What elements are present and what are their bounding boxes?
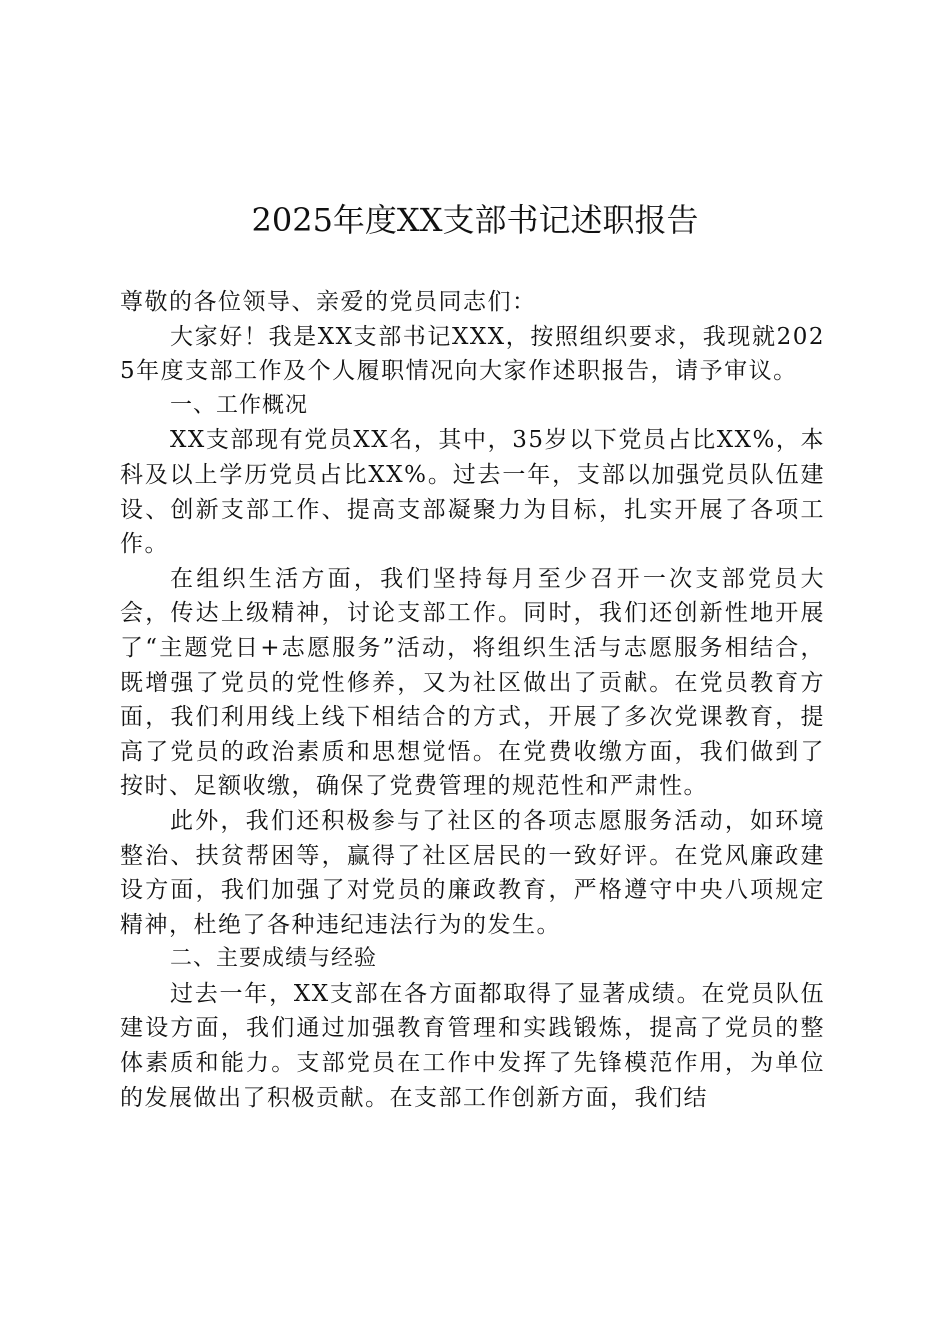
- paragraph-achievements: 过去一年，XX支部在各方面都取得了显著成绩。在党员队伍建设方面，我们通过加强教育管理和实践锻炼，提高了党员的整体素质和能力。支部党员在工作中发挥了先锋模范作用，为单位的发展做出了积极贡献。在支部工作创新方面，我们结: [120, 980, 825, 1111]
- paragraph-overview-members: XX支部现有党员XX名，其中，35岁以下党员占比XX%，本科及以上学历党员占比XX%。过去一年，支部以加强党员队伍建设、创新支部工作、提高支部凝聚力为目标，扎实开展了各项工作。: [120, 427, 825, 558]
- section-heading-achievements: 二、主要成绩与经验: [170, 946, 378, 972]
- document-body: [120, 285, 825, 1115]
- paragraph-volunteer-integrity: 此外，我们还积极参与了社区的各项志愿服务活动，如环境整治、扶贫帮困等，赢得了社区居民的一致好评。在党风廉政建设方面，我们加强了对党员的廉政教育，严格遵守中央八项规定精神，杜绝了各种违纪违法行为的发生。: [120, 807, 825, 938]
- paragraph-intro: 大家好！我是XX支部书记XXX，按照组织要求，我现就2025年度支部工作及个人履职情况向大家作述职报告，请予审议。: [120, 323, 825, 385]
- document-title: 2025年度XX支部书记述职报告: [251, 201, 699, 239]
- salutation: 尊敬的各位领导、亲爱的党员同志们：: [120, 289, 537, 315]
- paragraph-organization-life: 在组织生活方面，我们坚持每月至少召开一次支部党员大会，传达上级精神，讨论支部工作。同时，我们还创新性地开展了“主题党日+志愿服务”活动，将组织生活与志愿服务相结合，既增强了党员的党性修养，又为社区做出了贡献。在党员教育方面，我们利用线上线下相结合的方式，开展了多次党课教育，提高了党员的政治素质和思想觉悟。在党费收缴方面，我们做到了按时、足额收缴，确保了党费管理的规范性和严肃性。: [120, 565, 825, 800]
- section-heading-overview: 一、工作概况: [170, 392, 309, 418]
